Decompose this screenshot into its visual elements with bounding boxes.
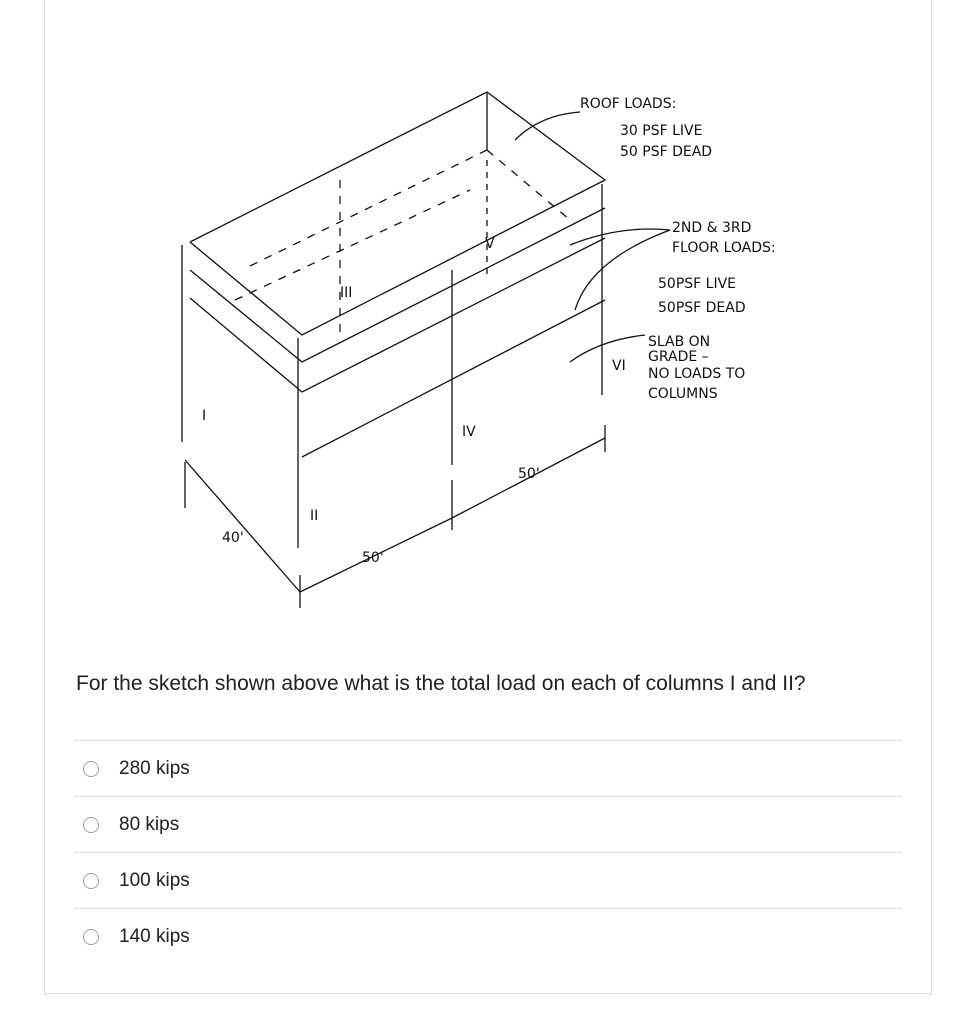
- column-label-II: II: [310, 508, 319, 524]
- slab-note-1: SLAB ON: [648, 334, 711, 350]
- column-label-VI: VI: [612, 358, 626, 374]
- option-100-kips[interactable]: [74, 852, 902, 908]
- dimension-40ft: 40': [222, 530, 244, 546]
- dim-line-40: [185, 460, 300, 592]
- dimension-50ft-a: 50': [362, 550, 384, 566]
- option-280-kips[interactable]: [74, 740, 902, 796]
- option-label: 100 kips: [119, 869, 190, 891]
- column-label-V: V: [485, 236, 495, 252]
- radio-button[interactable]: [83, 761, 99, 777]
- option-140-kips[interactable]: [74, 908, 902, 964]
- option-80-kips[interactable]: [74, 796, 902, 852]
- question-text: For the sketch shown above what is the total load on each of columns I and II?: [76, 672, 806, 695]
- slab-note-2: GRADE –: [648, 349, 709, 365]
- slab-note-3: NO LOADS TO: [648, 366, 746, 382]
- radio-button[interactable]: [83, 873, 99, 889]
- column-label-IV: IV: [462, 424, 476, 440]
- radio-button[interactable]: [83, 817, 99, 833]
- column-label-III: III: [340, 285, 353, 301]
- roof-loads-title: ROOF LOADS:: [580, 96, 677, 112]
- roof-dead-load: 50 PSF DEAD: [620, 144, 713, 160]
- floor3-edge: [190, 208, 605, 362]
- floor-loads-title-2: FLOOR LOADS:: [672, 240, 776, 256]
- radio-button[interactable]: [83, 929, 99, 945]
- option-label: 140 kips: [119, 925, 190, 947]
- floor-loads-title: 2ND & 3RD: [672, 220, 752, 236]
- ground-edge: [302, 300, 605, 457]
- floor2-edge: [190, 238, 605, 392]
- column-label-I: I: [202, 408, 207, 424]
- floor-dead-load: 50PSF DEAD: [658, 300, 746, 316]
- roof-live-load: 30 PSF LIVE: [620, 123, 703, 139]
- option-label: 280 kips: [119, 757, 190, 779]
- structure-sketch: [150, 80, 850, 640]
- dimension-50ft-b: 50': [518, 466, 540, 482]
- roof-outline: [190, 92, 605, 335]
- slab-note-4: COLUMNS: [648, 386, 718, 402]
- option-label: 80 kips: [119, 813, 180, 835]
- floor-live-load: 50PSF LIVE: [658, 276, 736, 292]
- answer-options: [74, 740, 902, 964]
